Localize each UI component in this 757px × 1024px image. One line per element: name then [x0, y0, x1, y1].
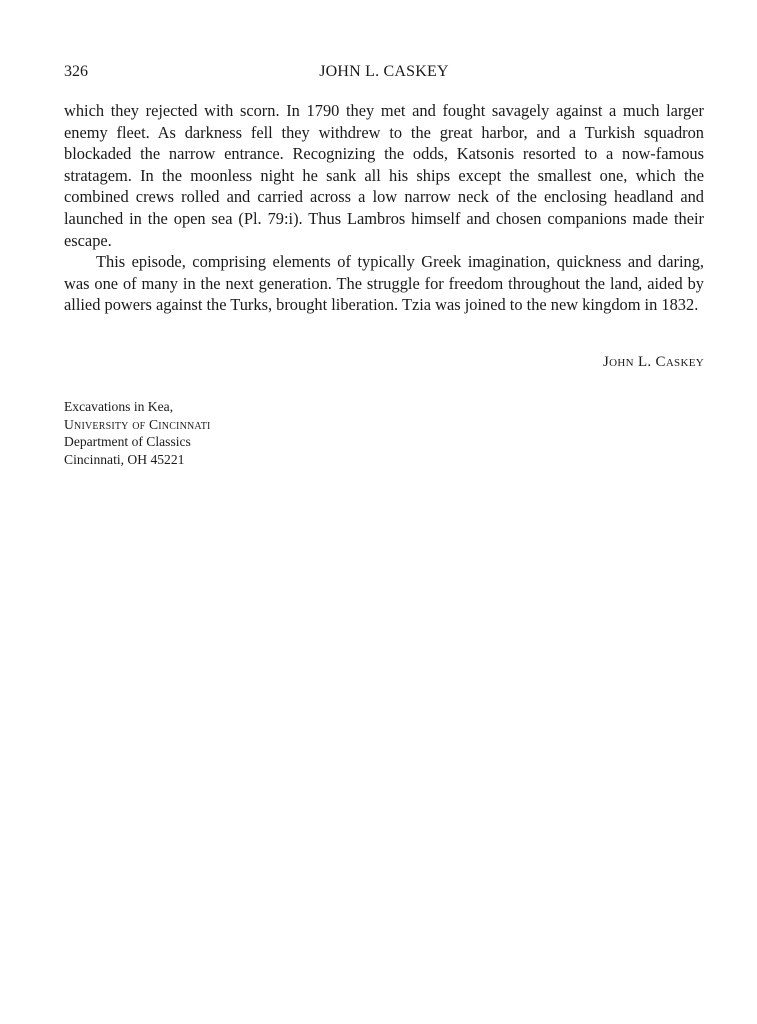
affiliation-line-department: Department of Classics — [64, 434, 191, 449]
running-title: JOHN L. CASKEY — [319, 63, 449, 80]
paragraph-continued: which they rejected with scorn. In 1790 they met and fought savagely against a much larger enemy fleet. As darkness fell they withdrew to the great harbor, and a Turkish squadron blockaded the narrow entrance. Recognizing the odds, Katsonis resorted to a now-famous stratagem. In the moonless night he sank all his ships except the smallest one, which the combined crews rolled and carried across a low narrow neck of the enclosing headland and launched in the open sea (Pl. 79:i). Thus Lambros himself and chosen companions made their escape. — [64, 101, 704, 250]
page-number: 326 — [64, 63, 88, 80]
affiliation-line-address: Cincinnati, OH 45221 — [64, 451, 185, 467]
affiliation-line-project: Excavations in Kea, — [64, 399, 174, 414]
body-text — [64, 100, 704, 316]
author-affiliation — [64, 398, 211, 468]
author-signature: John L. Caskey — [603, 354, 704, 370]
affiliation-line-university: University of Cincinnati — [64, 416, 211, 432]
running-head — [64, 63, 704, 85]
paragraph-episode: This episode, comprising elements of typically Greek imagination, quickness and daring, was one of many in the next generation. The struggle for freedom throughout the land, aided by allied powers against the Turks, brought liberation. Tzia was joined to the new kingdom in 1832. — [64, 252, 704, 315]
